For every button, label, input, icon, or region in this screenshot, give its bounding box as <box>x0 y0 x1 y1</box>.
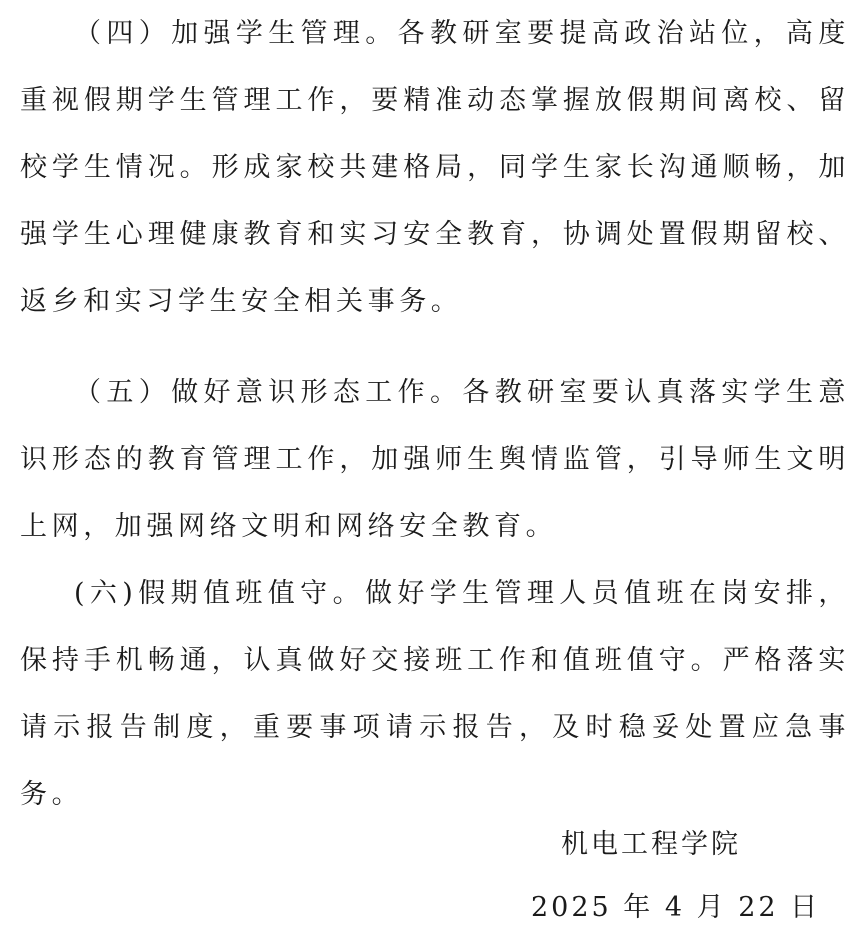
paragraph-text: 各教研室要提高政治站位，高度重视假期学生管理工作，要精准动态掌握放假期间离校、留校学生情况。形成家校共建格局，同学生家长沟通顺畅，加强学生心理健康教育和实习安全教育，协调处置假期留校、返乡和实习学生安全相关事务。 <box>20 18 850 317</box>
signature-date: 2025 年 4 月 22 日 <box>531 892 821 923</box>
paragraph-student-management <box>20 0 850 335</box>
paragraph-heading: (六)假期值班值守。 <box>74 578 365 609</box>
document-body <box>20 0 850 828</box>
signature-organization: 机电工程学院 <box>561 829 741 860</box>
paragraph-text: 各教研室要认真落实学生意识形态的教育管理工作，加强师生舆情监管，引导师生文明上网，加强网络文明和网络安全教育。 <box>20 377 851 542</box>
paragraph-text: 做好学生管理人员值班在岗安排，保持手机畅通，认真做好交接班工作和值班值守。严格落实请示报告制度，重要事项请示报告，及时稳妥处置应急事务。 <box>20 578 850 810</box>
paragraph-heading: （四）加强学生管理。 <box>74 18 398 49</box>
paragraph-heading: （五）做好意识形态工作。 <box>74 377 463 408</box>
paragraph-ideology-work <box>20 359 850 560</box>
paragraph-holiday-duty <box>20 560 850 828</box>
